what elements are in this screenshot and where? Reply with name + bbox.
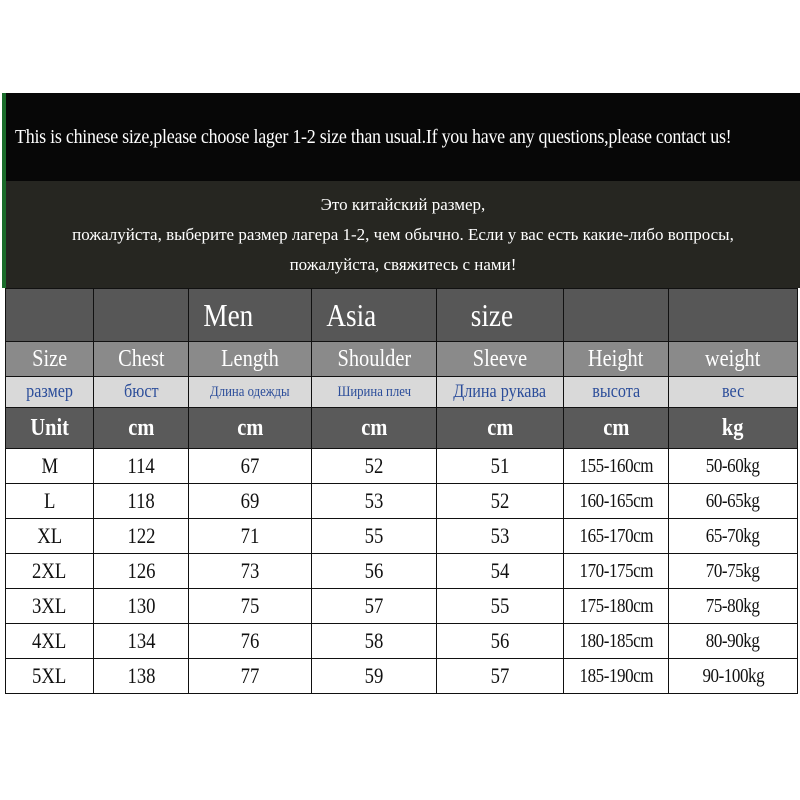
size-chart-table xyxy=(5,288,798,694)
unit-cell: cm xyxy=(437,408,564,449)
table-cell: 160-165cm xyxy=(564,484,669,519)
table-cell: 75-80kg xyxy=(669,589,798,624)
table-cell: 50-60kg xyxy=(669,449,798,484)
table-title-blank-cell xyxy=(6,289,94,342)
notice-text-russian-line-2: пожалуйста, выберите размер лагера 1-2, чем обычно. Если у вас есть какие-либо вопросы, xyxy=(72,224,734,244)
notice-text-russian-line-3: пожалуйста, свяжитесь с нами! xyxy=(289,254,517,274)
table-cell: L xyxy=(6,484,94,519)
table-cell: 185-190cm xyxy=(564,659,669,694)
table-cell: 52 xyxy=(437,484,564,519)
header-en-cell: Sleeve xyxy=(437,342,564,377)
table-unit-row xyxy=(6,408,798,449)
table-cell: 180-185cm xyxy=(564,624,669,659)
table-cell: 67 xyxy=(189,449,312,484)
table-cell: 71 xyxy=(189,519,312,554)
table-row xyxy=(6,449,798,484)
table-cell: 90-100kg xyxy=(669,659,798,694)
table-header-row-russian xyxy=(6,377,798,408)
table-cell: 56 xyxy=(312,554,437,589)
table-cell: 134 xyxy=(94,624,189,659)
table-cell: 118 xyxy=(94,484,189,519)
header-ru-cell: бюст xyxy=(94,377,189,408)
header-ru-cell: Длина рукава xyxy=(437,377,564,408)
notice-text-russian-line-1: Это китайский размер, xyxy=(320,194,486,214)
table-cell: 4XL xyxy=(6,624,94,659)
header-en-cell: Chest xyxy=(94,342,189,377)
table-cell: 53 xyxy=(437,519,564,554)
table-cell: 77 xyxy=(189,659,312,694)
table-cell: 130 xyxy=(94,589,189,624)
notice-text-english: This is chinese size,please choose lager 1-2 size than usual.If you have any questions,please contact us! xyxy=(15,125,732,148)
table-cell: 2XL xyxy=(6,554,94,589)
table-cell: XL xyxy=(6,519,94,554)
table-cell: 51 xyxy=(437,449,564,484)
table-cell: 55 xyxy=(437,589,564,624)
table-cell: 69 xyxy=(189,484,312,519)
table-cell: 122 xyxy=(94,519,189,554)
table-row xyxy=(6,589,798,624)
table-cell: 57 xyxy=(437,659,564,694)
table-data-body xyxy=(6,449,798,694)
table-cell: 126 xyxy=(94,554,189,589)
table-title-blank-cell xyxy=(669,289,798,342)
table-cell: 155-160cm xyxy=(564,449,669,484)
table-cell: 55 xyxy=(312,519,437,554)
table-row xyxy=(6,624,798,659)
table-title-size: size xyxy=(437,289,564,342)
table-cell: 53 xyxy=(312,484,437,519)
unit-cell: cm xyxy=(312,408,437,449)
table-row xyxy=(6,484,798,519)
table-cell: 114 xyxy=(94,449,189,484)
unit-cell: cm xyxy=(94,408,189,449)
table-cell: 52 xyxy=(312,449,437,484)
table-cell: 170-175cm xyxy=(564,554,669,589)
header-en-cell: weight xyxy=(669,342,798,377)
notice-banner-english xyxy=(2,93,800,181)
table-title-men: Men xyxy=(189,289,312,342)
header-ru-cell: размер xyxy=(6,377,94,408)
table-cell: 80-90kg xyxy=(669,624,798,659)
table-title-asia: Asia xyxy=(312,289,437,342)
table-cell: 5XL xyxy=(6,659,94,694)
table-cell: 175-180cm xyxy=(564,589,669,624)
table-cell: 3XL xyxy=(6,589,94,624)
unit-cell: cm xyxy=(189,408,312,449)
table-title-blank-cell xyxy=(564,289,669,342)
table-cell: 56 xyxy=(437,624,564,659)
table-cell: 60-65kg xyxy=(669,484,798,519)
table-cell: 70-75kg xyxy=(669,554,798,589)
notice-banner-russian xyxy=(2,181,800,288)
table-title-blank-cell xyxy=(94,289,189,342)
table-cell: M xyxy=(6,449,94,484)
table-cell: 73 xyxy=(189,554,312,589)
table-cell: 75 xyxy=(189,589,312,624)
header-ru-cell: вес xyxy=(669,377,798,408)
table-cell: 165-170cm xyxy=(564,519,669,554)
header-en-cell: Length xyxy=(189,342,312,377)
table-row xyxy=(6,554,798,589)
table-cell: 76 xyxy=(189,624,312,659)
table-cell: 57 xyxy=(312,589,437,624)
unit-cell: cm xyxy=(564,408,669,449)
table-cell: 65-70kg xyxy=(669,519,798,554)
header-en-cell: Height xyxy=(564,342,669,377)
table-header-row-english xyxy=(6,342,798,377)
header-ru-cell: Длина одежды xyxy=(189,377,312,408)
header-en-cell: Shoulder xyxy=(312,342,437,377)
table-cell: 54 xyxy=(437,554,564,589)
unit-cell: kg xyxy=(669,408,798,449)
header-en-cell: Size xyxy=(6,342,94,377)
table-cell: 138 xyxy=(94,659,189,694)
header-ru-cell: высота xyxy=(564,377,669,408)
header-ru-cell: Ширина плеч xyxy=(312,377,437,408)
table-cell: 58 xyxy=(312,624,437,659)
table-row xyxy=(6,659,798,694)
unit-cell: Unit xyxy=(6,408,94,449)
table-title-row xyxy=(6,289,798,342)
table-row xyxy=(6,519,798,554)
table-cell: 59 xyxy=(312,659,437,694)
